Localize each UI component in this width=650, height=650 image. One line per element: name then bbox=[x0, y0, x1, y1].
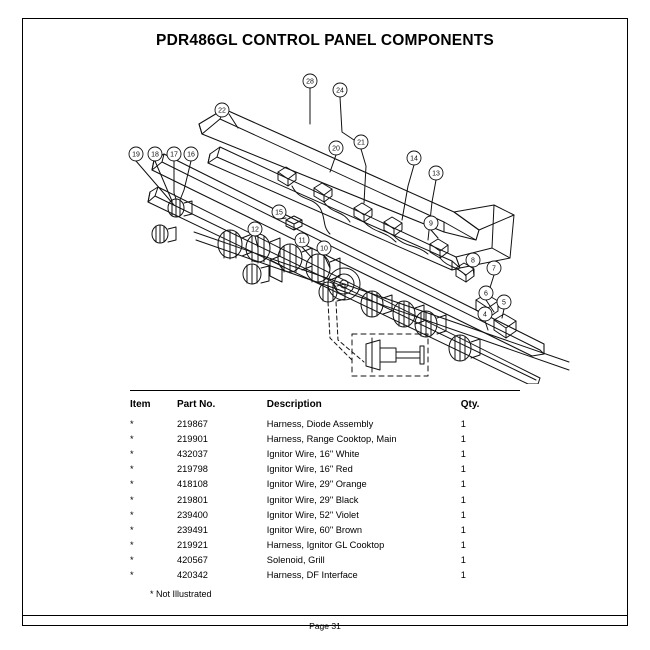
table-row bbox=[130, 416, 522, 431]
cell-item: * bbox=[130, 418, 134, 429]
cell-description: Harness, DF Interface bbox=[266, 570, 358, 581]
cell-qty: 1 bbox=[460, 509, 466, 520]
callout-label: 28 bbox=[306, 78, 314, 86]
table-row bbox=[130, 568, 522, 583]
cell-description: Ignitor Wire, 29" Black bbox=[266, 494, 359, 505]
cell-item: * bbox=[130, 433, 134, 444]
callout-label: 12 bbox=[251, 226, 259, 234]
table-row bbox=[130, 431, 522, 446]
cell-part-no: 219901 bbox=[176, 433, 208, 444]
callout-label: 13 bbox=[432, 170, 440, 178]
cell-qty: 1 bbox=[460, 494, 466, 505]
table-top-rule bbox=[130, 390, 520, 391]
cell-description: Ignitor Wire, 16" White bbox=[266, 448, 360, 459]
cell-qty: 1 bbox=[460, 570, 466, 581]
table-row bbox=[130, 553, 522, 568]
footnote: * Not Illustrated bbox=[150, 589, 212, 599]
table-row bbox=[130, 477, 522, 492]
footer-rule bbox=[22, 615, 628, 616]
table-body bbox=[130, 416, 522, 583]
callout-label: 8 bbox=[471, 257, 475, 265]
cell-item: * bbox=[130, 524, 134, 535]
callout-label: 10 bbox=[320, 245, 328, 253]
callout-label: 24 bbox=[336, 87, 344, 95]
callout-label: 9 bbox=[429, 220, 433, 228]
cell-qty: 1 bbox=[460, 540, 466, 551]
callout-label: 15 bbox=[275, 209, 283, 217]
cell-qty: 1 bbox=[460, 555, 466, 566]
cell-description: Ignitor Wire, 29" Orange bbox=[266, 479, 367, 490]
cell-description: Solenoid, Grill bbox=[266, 555, 325, 566]
table-row bbox=[130, 538, 522, 553]
cell-part-no: 219801 bbox=[176, 494, 208, 505]
cell-item: * bbox=[130, 509, 134, 520]
table-row bbox=[130, 462, 522, 477]
cell-part-no: 239400 bbox=[176, 509, 208, 520]
table-row bbox=[130, 446, 522, 461]
header-item: Item bbox=[130, 399, 151, 410]
cell-item: * bbox=[130, 448, 134, 459]
cell-item: * bbox=[130, 479, 134, 490]
cell-description: Ignitor Wire, 52" Violet bbox=[266, 509, 359, 520]
callout-label: 21 bbox=[357, 139, 365, 147]
page-number: Page 31 bbox=[309, 621, 341, 631]
page-title: PDR486GL CONTROL PANEL COMPONENTS bbox=[156, 32, 494, 49]
cell-qty: 1 bbox=[460, 479, 466, 490]
cell-part-no: 239491 bbox=[176, 524, 208, 535]
table-header-row bbox=[130, 396, 522, 416]
callout-label: 4 bbox=[483, 311, 487, 319]
table-row bbox=[130, 522, 522, 537]
cell-qty: 1 bbox=[460, 418, 466, 429]
callout-label: 18 bbox=[151, 151, 159, 159]
exploded-diagram bbox=[24, 62, 626, 384]
callout-label: 7 bbox=[492, 265, 496, 273]
cell-item: * bbox=[130, 555, 134, 566]
cell-qty: 1 bbox=[460, 464, 466, 475]
cell-description: Ignitor Wire, 16" Red bbox=[266, 464, 353, 475]
callout-label: 17 bbox=[170, 151, 178, 159]
cell-description: Harness, Diode Assembly bbox=[266, 418, 374, 429]
callout-label: 16 bbox=[187, 151, 195, 159]
header-qty: Qty. bbox=[460, 399, 480, 410]
cell-qty: 1 bbox=[460, 433, 466, 444]
cell-qty: 1 bbox=[460, 448, 466, 459]
cell-part-no: 432037 bbox=[176, 448, 208, 459]
cell-item: * bbox=[130, 540, 134, 551]
callout-label: 14 bbox=[410, 155, 418, 163]
header-part-no: Part No. bbox=[176, 399, 216, 410]
header-description: Description bbox=[266, 399, 322, 410]
cell-part-no: 219867 bbox=[176, 418, 208, 429]
table-row bbox=[130, 507, 522, 522]
callout-label: 22 bbox=[218, 107, 226, 115]
callout-label: 5 bbox=[502, 299, 506, 307]
table-row bbox=[130, 492, 522, 507]
cell-part-no: 219921 bbox=[176, 540, 208, 551]
callout-label: 11 bbox=[298, 237, 306, 245]
cell-description: Harness, Range Cooktop, Main bbox=[266, 433, 397, 444]
cell-description: Harness, Ignitor GL Cooktop bbox=[266, 540, 385, 551]
parts-table bbox=[130, 396, 522, 583]
cell-item: * bbox=[130, 464, 134, 475]
cell-part-no: 420567 bbox=[176, 555, 208, 566]
callout-label: 19 bbox=[132, 151, 140, 159]
cell-description: Ignitor Wire, 60" Brown bbox=[266, 524, 363, 535]
callout-label: 6 bbox=[484, 290, 488, 298]
cell-part-no: 420342 bbox=[176, 570, 208, 581]
cell-part-no: 418108 bbox=[176, 479, 208, 490]
cell-part-no: 219798 bbox=[176, 464, 208, 475]
cell-qty: 1 bbox=[460, 524, 466, 535]
callout-label: 20 bbox=[332, 145, 340, 153]
cell-item: * bbox=[130, 494, 134, 505]
cell-item: * bbox=[130, 570, 134, 581]
